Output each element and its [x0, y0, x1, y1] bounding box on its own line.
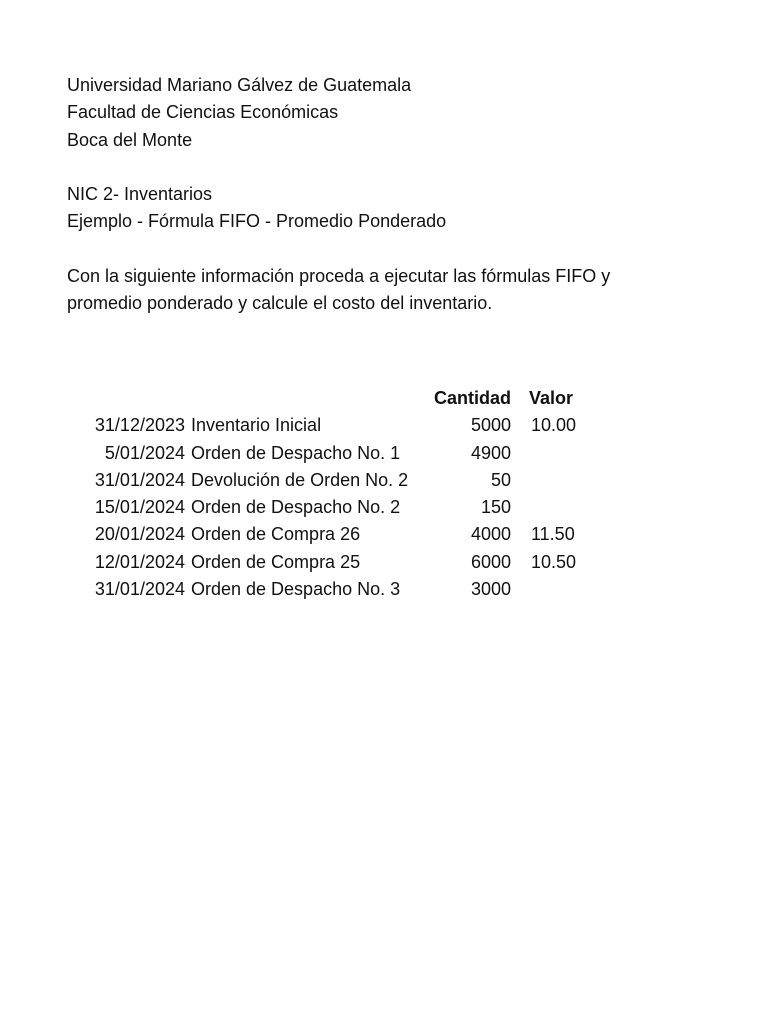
- row-date: 5/01/2024: [104, 442, 185, 463]
- row-description: Orden de Despacho No. 3: [191, 579, 401, 600]
- row-date: 20/01/2024: [94, 524, 185, 545]
- row-cantidad: 50: [490, 469, 511, 490]
- row-description: Orden de Despacho No. 2: [191, 497, 401, 518]
- row-description: Orden de Compra 26: [191, 524, 361, 545]
- row-cantidad: 5000: [470, 415, 511, 436]
- row-date: 12/01/2024: [94, 551, 185, 572]
- section-subtitle: Ejemplo - Fórmula FIFO - Promedio Ponderado: [67, 211, 447, 232]
- table-row: [0, 521, 768, 548]
- instructions-paragraph: Con la siguiente información proceda a ejecutar las fórmulas FIFO y promedio ponderado y calcule el costo del inventario.: [67, 266, 611, 314]
- header-valor: Valor: [529, 388, 574, 408]
- university-name: Universidad Mariano Gálvez de Guatemala: [67, 75, 412, 95]
- campus-name: Boca del Monte: [67, 129, 193, 150]
- table-row: [0, 549, 768, 576]
- row-cantidad: 4000: [470, 524, 511, 545]
- row-date: 15/01/2024: [94, 497, 185, 518]
- document-header: [67, 72, 411, 154]
- row-cantidad: 4900: [470, 442, 511, 463]
- row-description: Devolución de Orden No. 2: [191, 469, 409, 490]
- row-description: Orden de Despacho No. 1: [191, 442, 401, 463]
- row-cantidad: 3000: [470, 579, 511, 600]
- inventory-table: [0, 385, 768, 603]
- row-valor: 10.50: [531, 551, 577, 572]
- table-header-row: [0, 385, 768, 412]
- section-title: NIC 2- Inventarios: [67, 184, 213, 204]
- table-row: [0, 576, 768, 603]
- row-cantidad: 150: [480, 497, 511, 518]
- row-description: Orden de Compra 25: [191, 551, 361, 572]
- section-heading: [67, 181, 446, 236]
- row-description: Inventario Inicial: [191, 415, 322, 436]
- table-row: [0, 494, 768, 521]
- faculty-name: Facultad de Ciencias Económicas: [67, 102, 339, 123]
- table-row: [0, 467, 768, 494]
- row-cantidad: 6000: [470, 551, 511, 572]
- row-valor: 10.00: [531, 415, 577, 436]
- table-row: [0, 440, 768, 467]
- row-date: 31/12/2023: [94, 415, 185, 436]
- row-date: 31/01/2024: [94, 579, 185, 600]
- row-valor: 11.50: [531, 524, 575, 545]
- header-cantidad: Cantidad: [433, 388, 511, 408]
- table-row: [0, 412, 768, 439]
- row-date: 31/01/2024: [94, 469, 185, 490]
